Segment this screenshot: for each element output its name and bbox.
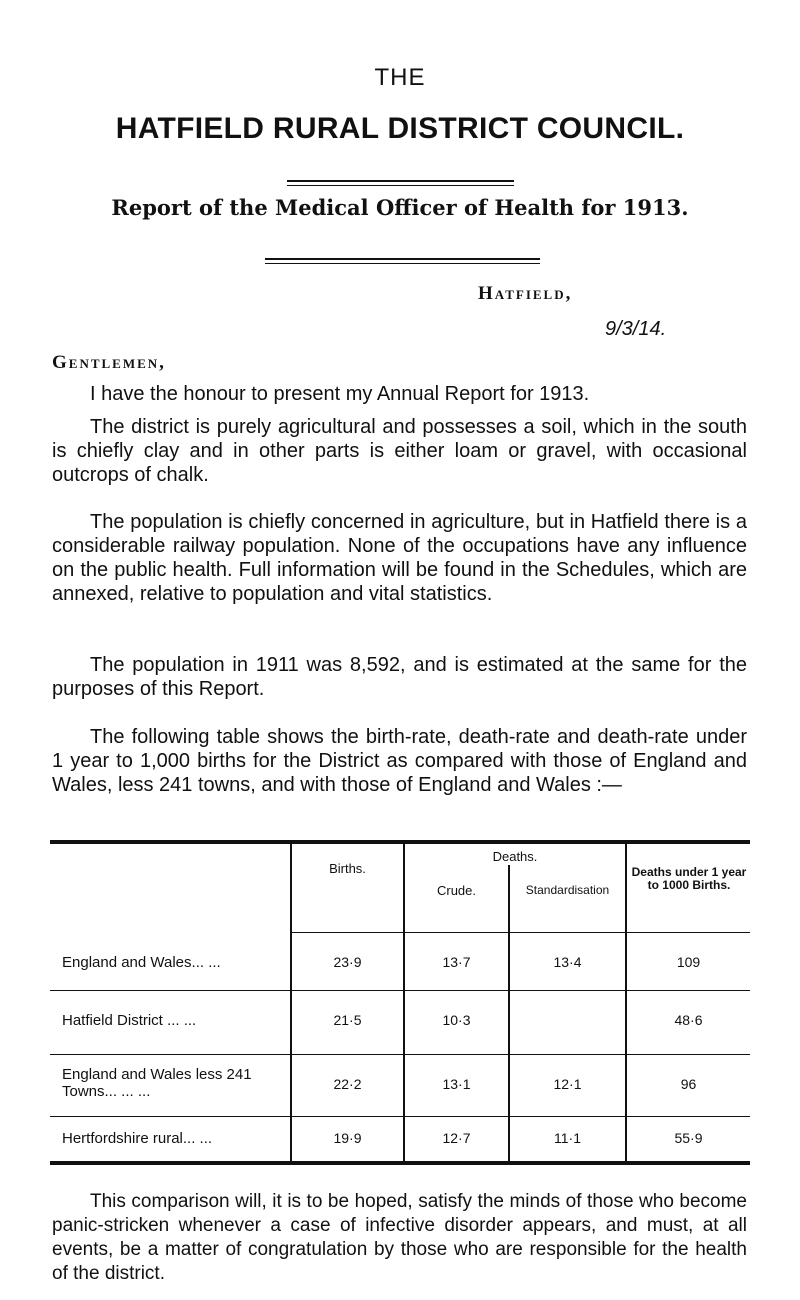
closing-paragraph: This comparison will, it is to be hoped, satisfy the minds of those who become panic-stricken whenever a case of infective disorder appears, and must, at all events, be a matter of congratulation by those who are responsible for the health of the district. bbox=[52, 1191, 747, 1284]
divider bbox=[265, 258, 540, 260]
report-title: Report of the Medical Officer of Health for 1913. bbox=[111, 195, 689, 220]
statistics-table-lower bbox=[50, 840, 750, 1090]
cell-deaths-under-1: 48·6 bbox=[674, 1012, 703, 1028]
paragraph: I have the honour to present my Annual Report for 1913. bbox=[90, 383, 590, 405]
cell-standardisation: 12·1 bbox=[553, 1076, 582, 1092]
salutation: Gentlemen, bbox=[52, 352, 166, 373]
cell-crude: 13·7 bbox=[442, 954, 471, 970]
cell-deaths-under-1: 96 bbox=[680, 1076, 697, 1092]
cell-standardisation: 11·1 bbox=[554, 1130, 581, 1146]
cell-births: 19·9 bbox=[333, 1130, 362, 1146]
row-label: Hertfordshire rural... ... bbox=[62, 1130, 213, 1147]
paragraph: The population is chiefly concerned in agriculture, but in Hatfield there is a considerable railway population. None of the occupations have any influence on the public health. Full information will be found in the Schedules, which are annexed, relative to population and vital statistics. bbox=[52, 511, 747, 605]
paragraph: The following table shows the birth-rate, death-rate and death-rate under 1 year to 1,000 births for the District as compared with those of England and Wales, less 241 towns, and with those of England and Wales :— bbox=[52, 726, 747, 796]
cell-deaths-under-1: 109 bbox=[676, 954, 701, 970]
paragraph: The population in 1911 was 8,592, and is estimated at the same for the purposes of this Report. bbox=[52, 654, 747, 700]
header-the: THE bbox=[374, 64, 426, 91]
row-label: England and Wales... ... bbox=[62, 954, 221, 971]
cell-deaths-under-1: 55·9 bbox=[674, 1130, 703, 1146]
header-births: Births. bbox=[329, 860, 366, 876]
letter-date: 9/3/14. bbox=[605, 318, 667, 340]
header-deaths-under-1: Deaths under 1 year to 1000 Births. bbox=[631, 865, 747, 892]
cell-births: 22·2 bbox=[333, 1076, 362, 1092]
cell-crude: 13·1 bbox=[442, 1076, 471, 1092]
cell-standardisation: 13·4 bbox=[553, 954, 582, 970]
cell-births: 21·5 bbox=[333, 1012, 362, 1028]
cell-births: 23·9 bbox=[333, 954, 362, 970]
divider bbox=[265, 263, 540, 264]
table-rule bbox=[50, 1116, 750, 1117]
header-deaths: Deaths. bbox=[492, 848, 538, 864]
header-crude: Crude. bbox=[436, 882, 477, 898]
cell-crude: 10·3 bbox=[442, 1012, 471, 1028]
table-rule bbox=[50, 1161, 750, 1165]
council-title: HATFIELD RURAL DISTRICT COUNCIL. bbox=[115, 112, 685, 145]
paragraph: The district is purely agricultural and possesses a soil, which in the south is chiefly clay and in other parts is either loam or gravel, with occasional outcrops of chalk. bbox=[52, 416, 747, 486]
header-standardisation: Standardisation bbox=[525, 883, 610, 897]
divider bbox=[287, 180, 514, 182]
divider bbox=[287, 185, 514, 186]
row-label: England and Wales less 241 Towns... ... ... bbox=[62, 1066, 252, 1100]
cell-crude: 12·7 bbox=[442, 1130, 471, 1146]
letter-place: Hatfield, bbox=[478, 283, 573, 304]
row-label: Hatfield District ... ... bbox=[62, 1012, 197, 1029]
